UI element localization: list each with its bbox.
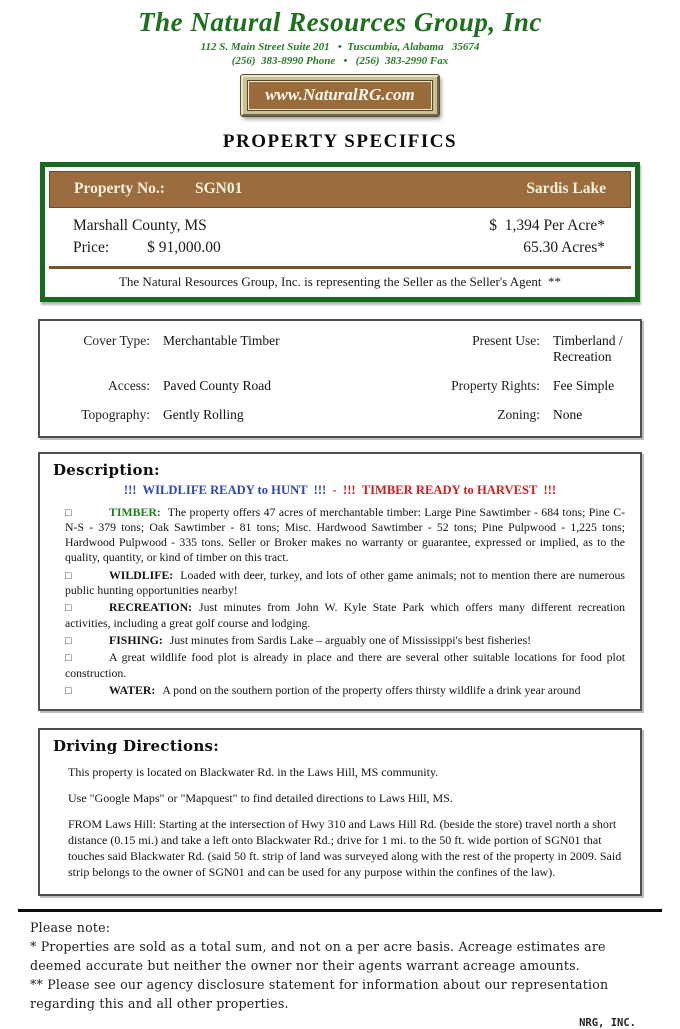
directions-paragraph: FROM Laws Hill: Starting at the intersection of Hwy 310 and Laws Hill Rd. (beside the store) travel north a short distance (0.15 mi.) and take a left onto Blackwater Rd.; drive for 1 mi. to the 50 ft. wide portion of SGN01 that touches said Blackwater Rd. (said 50 ft. strip of land was surveyed along with the rest of the property in 2009. Said strip belongs to the owner of SGN01 and can be used for any purpose within the confines of the law).: [68, 817, 622, 880]
directions-paragraph: This property is located on Blackwater Rd. in the Laws Hill, MS community.: [68, 765, 439, 780]
description-section: [38, 452, 642, 712]
description-item-wildlife: [53, 568, 627, 599]
detail-value: Merchantable Timber: [163, 332, 280, 348]
detail-label: Zoning:: [497, 406, 540, 422]
footer-note: ** Please see our agency disclosure statement for information about our representation regarding this and all other properties.: [30, 976, 609, 1011]
footer-divider-line: [18, 909, 662, 912]
per-acre-value: $ 1,394 Per Acre*: [489, 216, 605, 234]
property-details-table: [38, 319, 642, 438]
letterhead: [0, 0, 680, 116]
website-badge-inner: [248, 81, 432, 110]
page-title: PROPERTY SPECIFICS: [222, 130, 458, 152]
footer-notes: [30, 919, 650, 1013]
description-heading: Description:: [53, 460, 160, 479]
item-text: Just minutes from John W. Kyle State Park which offers many different recreation activities, including a great golf course and lodging.: [65, 600, 625, 630]
detail-label: Cover Type:: [83, 332, 150, 348]
property-summary-card: [40, 162, 640, 302]
property-number-group: [74, 180, 242, 198]
item-text: A pond on the southern portion of the property offers thirsty wildlife a drink year around: [162, 683, 581, 698]
company-address: 112 S. Main Street Suite 201 • Tuscumbia, Alabama 35674: [200, 41, 480, 53]
banner-separator: -: [326, 482, 344, 497]
lake-name: Sardis Lake: [526, 179, 606, 197]
price-group: [73, 239, 221, 257]
property-number-label: Property No.:: [74, 179, 165, 197]
company-signature: NRG, INC.: [579, 1016, 636, 1029]
item-label: WATER:: [109, 683, 156, 698]
item-text: Just minutes from Sardis Lake – arguably one of Mississippi's best fisheries!: [169, 633, 532, 648]
directions-paragraph: Use "Google Maps" or "Mapquest" to find detailed directions to Laws Hill, MS.: [68, 791, 453, 806]
price-label: Price:: [73, 238, 110, 256]
checkbox-icon: □: [65, 635, 72, 648]
item-text: The property offers 47 acres of merchantable timber: Large Pine Sawtimber - 684 tons; Pine C-N-S - 379 tons; Oak Sawtimber - 81 tons; Misc. Hardwood Sawtimber - 52 tons; Pine Pulpwood - 1,225 tons; Hardwood Pulpwood - 335 tons. Seller or Broker makes no warranty or guarantee, expressed or implied, as to the quality, quantity, or kind of timber on this tract.: [65, 504, 625, 565]
checkbox-icon: □: [65, 602, 72, 615]
driving-directions-heading: Driving Directions:: [53, 737, 220, 756]
banner-timber-text: !!! TIMBER READY to HARVEST !!!: [343, 482, 557, 497]
detail-label: Property Rights:: [451, 377, 540, 393]
checkbox-icon: □: [65, 685, 72, 698]
website-url: www.NaturalRG.com: [265, 84, 415, 104]
property-number-value: SGN01: [194, 179, 243, 197]
description-item-timber: [53, 505, 627, 566]
footer-note-label: Please note:: [30, 920, 111, 936]
item-label: RECREATION:: [109, 600, 193, 615]
company-name: The Natural Resources Group, Inc: [138, 7, 542, 37]
price-row: [73, 237, 605, 259]
item-label: FISHING:: [109, 633, 163, 648]
checkbox-icon: □: [65, 506, 72, 519]
checkbox-icon: □: [65, 652, 72, 665]
property-card-rows: [49, 208, 631, 259]
footer-note: * Properties are sold as a total sum, and not on a per acre basis. Acreage estimates are deemed accurate but neither the owner nor their agents warrant acreage amounts.: [30, 939, 606, 973]
driving-directions-section: [38, 728, 642, 896]
description-item-fishing: [53, 633, 627, 648]
item-text: A great wildlife food plot is already in place and there are several other suitable locations for food plot construction.: [65, 650, 625, 680]
website-badge-wrap: [0, 75, 680, 116]
property-card-header: [49, 171, 631, 208]
detail-label: Access:: [108, 377, 150, 393]
item-text: Loaded with deer, turkey, and lots of other game animals; not to mention there are numerous public hunting opportunities nearby!: [65, 567, 625, 598]
county-row: [73, 215, 605, 237]
description-item-recreation: [53, 600, 627, 631]
detail-value: Fee Simple: [553, 377, 615, 393]
description-item-water: [53, 683, 627, 698]
detail-label: Present Use:: [472, 332, 540, 348]
detail-label: Topography:: [81, 406, 150, 422]
price-value: $ 91,000.00: [147, 238, 221, 256]
detail-value: Timberland / Recreation: [553, 332, 623, 364]
banner-wildlife-text: !!! WILDLIFE READY to HUNT !!!: [123, 482, 327, 497]
detail-value: None: [553, 406, 583, 422]
details-grid: [40, 321, 640, 436]
website-badge[interactable]: [241, 75, 439, 116]
checkbox-icon: □: [65, 569, 72, 582]
item-label: TIMBER:: [109, 504, 161, 519]
detail-value: Gently Rolling: [163, 406, 244, 422]
acres-value: 65.30 Acres*: [523, 238, 605, 256]
county-value: Marshall County, MS: [73, 216, 207, 234]
description-banner: [53, 483, 627, 498]
detail-value: Paved County Road: [163, 377, 271, 393]
description-item-foodplot: [53, 650, 627, 681]
agent-note: The Natural Resources Group, Inc. is representing the Seller as the Seller's Agent **: [118, 273, 562, 289]
company-phone-fax: (256) 383-8990 Phone • (256) 383-2990 Fax: [231, 54, 449, 67]
item-label: WILDLIFE:: [109, 567, 174, 582]
